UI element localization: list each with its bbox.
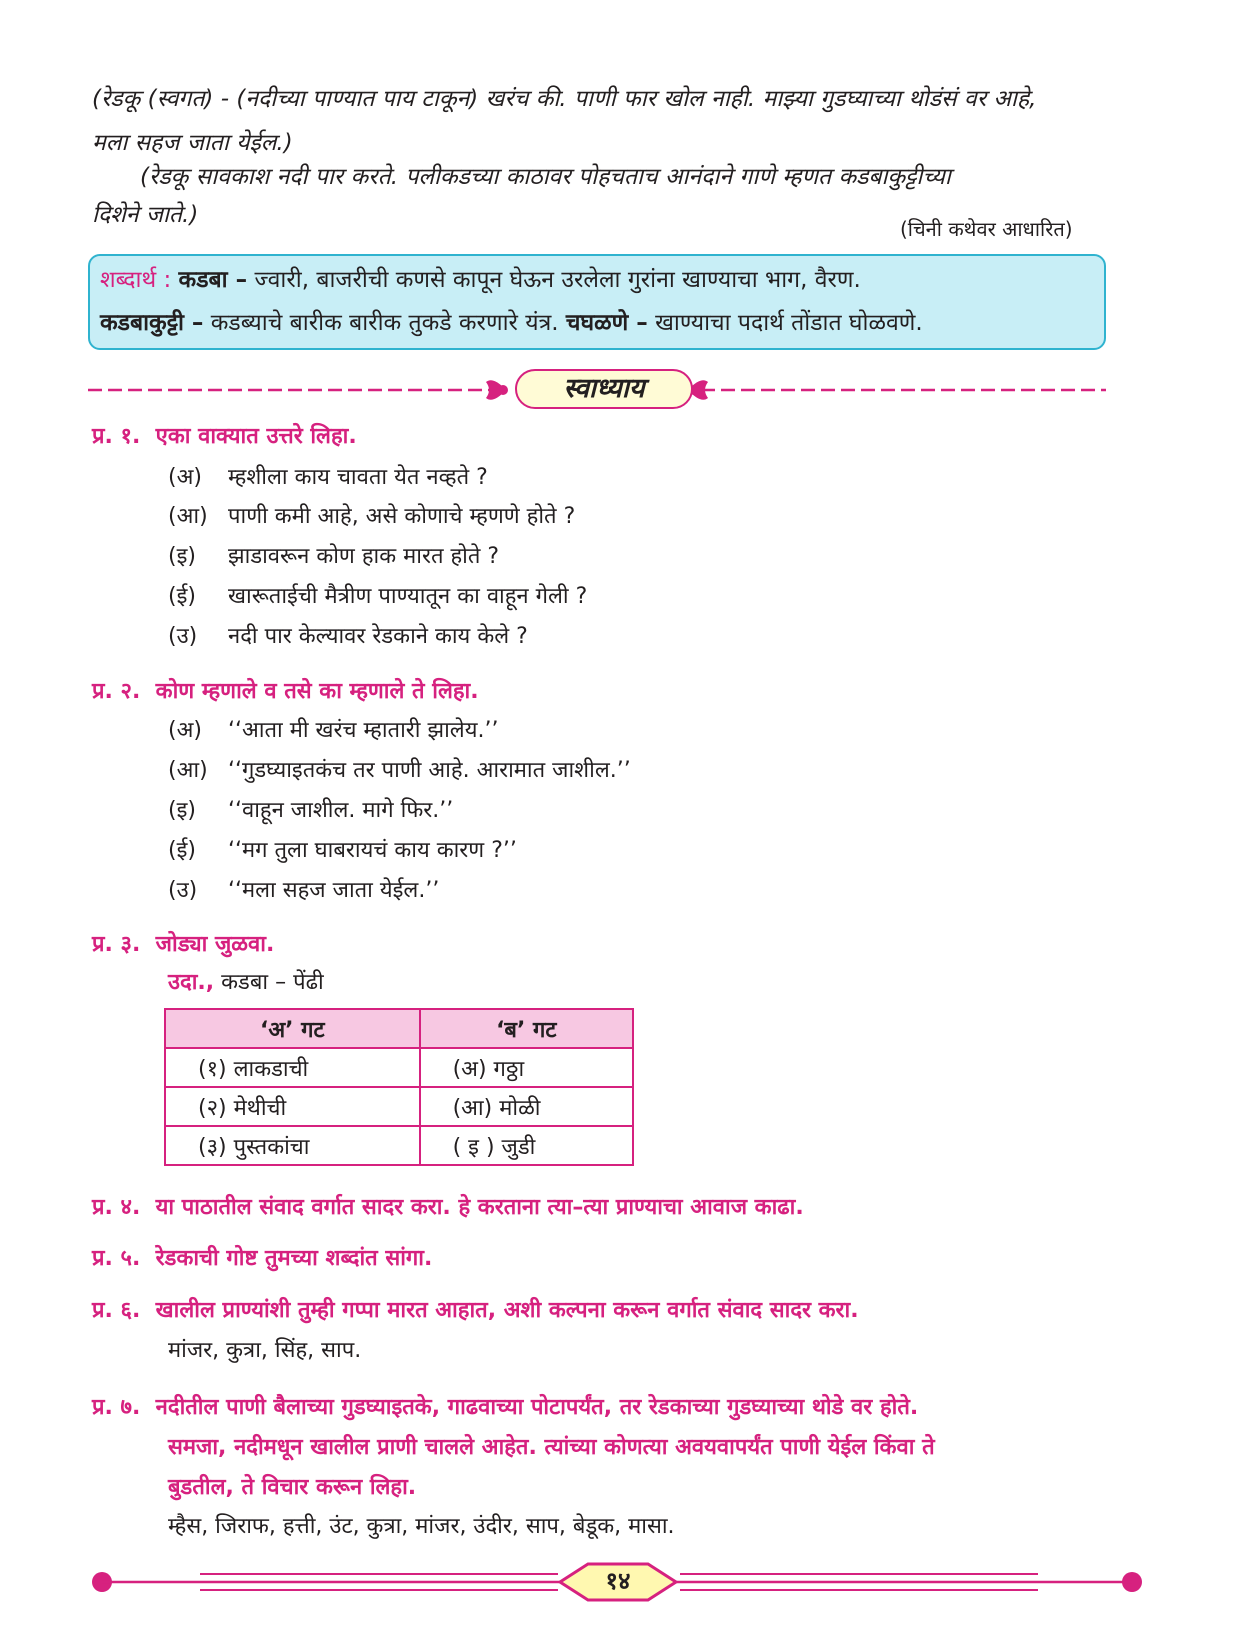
question-label: प्र. १. [92, 424, 141, 449]
table-cell: (अ) गठ्ठा [420, 1048, 633, 1087]
list-item: (ई) ‘‘मग तुला घाबरायचं काय कारण ?’’ [168, 838, 517, 863]
section-title: स्वाध्याय [515, 369, 693, 409]
meaning-row-2 [100, 312, 923, 335]
answer-line: म्हैस, जिराफ, हत्ती, उंट, कुत्रा, मांजर, उंदीर, साप, बेडूक, मासा. [168, 1514, 675, 1539]
question-2 [92, 681, 479, 703]
dialog-line-1: (रेडकू (स्वगत) - (नदीच्या पाण्यात पाय टाकून) खरंच की. पाणी फार खोल नाही. माझ्या गुडघ्याच्या थोडंसं वर आहे, [92, 86, 1037, 112]
question-1 [92, 426, 357, 448]
table-row [165, 1087, 633, 1126]
question-label: प्र. २. [92, 679, 141, 704]
dialog-line-4: दिशेने जाते.) [92, 202, 199, 228]
question-text: या पाठातील संवाद वर्गात सादर करा. हे करताना त्या–त्या प्राण्याचा आवाज काढा. [155, 1195, 804, 1220]
table-cell: (आ) मोळी [420, 1087, 633, 1126]
question-3 [92, 934, 274, 956]
question-label: प्र. ६. [92, 1298, 141, 1323]
word-meaning-box [88, 254, 1106, 350]
question-text: खालील प्राण्यांशी तुम्ही गप्पा मारत आहात, अशी कल्पना करून वर्गात संवाद सादर करा. [155, 1298, 859, 1323]
meaning-heading: शब्दार्थ : [100, 267, 172, 293]
list-item: (इ) झाडावरून कोण हाक मारत होते ? [168, 544, 500, 569]
dialog-line-3: (रेडकू सावकाश नदी पार करते. पलीकडच्या काठावर पोहचताच आनंदाने गाणे म्हणत कडबाकुट्टीच्या [140, 164, 951, 190]
question-label: प्र. ४. [92, 1195, 141, 1220]
list-item: (उ) ‘‘मला सहज जाता येईल.’’ [168, 878, 440, 903]
meaning-term: कडबा – [178, 267, 248, 293]
question-4 [92, 1197, 804, 1219]
match-table [164, 1008, 634, 1166]
list-item: (इ) ‘‘वाहून जाशील. मागे फिर.’’ [168, 798, 454, 823]
meaning-definition: खाण्याचा पदार्थ तोंडात घोळवणे. [655, 310, 923, 336]
column-header: ‘अ’ गट [165, 1009, 420, 1048]
column-header: ‘ब’ गट [420, 1009, 633, 1048]
question-text-line: बुडतील, ते विचार करून लिहा. [168, 1475, 417, 1500]
question-text: नदीतील पाणी बैलाच्या गुडघ्याइतके, गाढवाच्या पोटापर्यंत, तर रेडकाच्या गुडघ्याच्या थोडे वर होते. [155, 1395, 919, 1420]
question-text: रेडकाची गोष्ट तुमच्या शब्दांत सांगा. [155, 1246, 433, 1271]
example-label: उदा., [168, 970, 215, 995]
list-item: (आ) पाणी कमी आहे, असे कोणाचे म्हणणे होते ? [168, 504, 576, 529]
question-6 [92, 1300, 859, 1322]
table-cell: (१) लाकडाची [165, 1048, 420, 1087]
meaning-term: चघळणे – [565, 310, 648, 336]
table-cell: (२) मेथीची [165, 1087, 420, 1126]
question-text: कोण म्हणाले व तसे का म्हणाले ते लिहा. [155, 679, 479, 704]
table-cell: (३) पुस्तकांचा [165, 1126, 420, 1165]
meaning-definition: कडब्याचे बारीक बारीक तुकडे करणारे यंत्र. [210, 310, 559, 336]
question-label: प्र. ७. [92, 1395, 141, 1420]
list-item: (आ) ‘‘गुडघ्याइतकंच तर पाणी आहे. आरामात जाशील.’’ [168, 758, 631, 783]
question-label: प्र. ३. [92, 932, 141, 957]
meaning-row-1 [100, 269, 861, 292]
meaning-definition: ज्वारी, बाजरीची कणसे कापून घेऊन उरलेला गुरांना खाण्याचा भाग, वैरण. [254, 267, 861, 293]
source-note: (चिनी कथेवर आधारित) [900, 217, 1073, 241]
list-item: (अ) ‘‘आता मी खरंच म्हातारी झालेय.’’ [168, 718, 499, 743]
table-row [165, 1126, 633, 1165]
question-5 [92, 1248, 432, 1270]
table-cell: ( इ ) जुडी [420, 1126, 633, 1165]
example-line [168, 972, 324, 994]
answer-line: मांजर, कुत्रा, सिंह, साप. [168, 1338, 362, 1363]
meaning-term: कडबाकुट्टी – [100, 310, 204, 336]
dialog-line-2: मला सहज जाता येईल.) [92, 130, 293, 156]
table-row [165, 1048, 633, 1087]
example-text: कडबा – पेंढी [221, 970, 324, 995]
question-text-line: समजा, नदीमधून खालील प्राणी चालले आहेत. त्यांच्या कोणत्या अवयवापर्यंत पाणी येईल किंवा ते [168, 1435, 935, 1460]
list-item: (अ) म्हशीला काय चावता येत नव्हते ? [168, 465, 488, 490]
table-header-row [165, 1009, 633, 1048]
question-text: एका वाक्यात उत्तरे लिहा. [155, 424, 357, 449]
list-item: (उ) नदी पार केल्यावर रेडकाने काय केले ? [168, 624, 528, 649]
question-text: जोड्या जुळवा. [155, 932, 275, 957]
page-number: १४ [605, 1567, 631, 1595]
list-item: (ई) खारूताईची मैत्रीण पाण्यातून का वाहून गेली ? [168, 584, 588, 609]
question-label: प्र. ५. [92, 1246, 141, 1271]
question-7 [92, 1397, 918, 1419]
